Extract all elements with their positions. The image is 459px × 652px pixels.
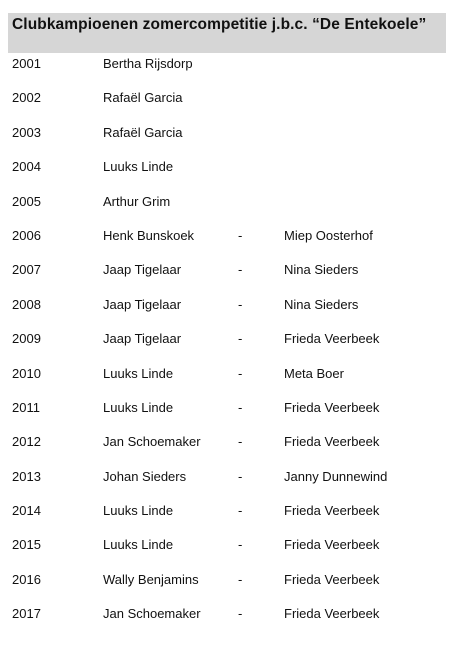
list-item	[0, 323, 459, 357]
year-cell: 2011	[12, 399, 40, 415]
second-champion-cell: Meta Boer	[284, 365, 344, 381]
second-champion-cell: Frieda Veerbeek	[284, 399, 380, 415]
year-cell: 2003	[12, 124, 41, 140]
separator-cell: -	[238, 571, 243, 587]
champion-cell: Jaap Tigelaar	[103, 262, 182, 278]
second-champion-cell: Nina Sieders	[284, 296, 359, 312]
champion-cell: Luuks Linde	[103, 503, 174, 519]
second-champion-cell: Nina Sieders	[284, 262, 359, 278]
champion-cell: Jaap Tigelaar	[103, 296, 182, 312]
list-item	[0, 358, 459, 392]
year-cell: 2002	[12, 90, 41, 106]
list-item	[0, 426, 459, 460]
list-item	[0, 564, 459, 598]
champion-cell: Rafaël Garcia	[103, 124, 183, 140]
second-champion-cell: Miep Oosterhof	[284, 227, 373, 243]
second-champion-cell: Frieda Veerbeek	[284, 571, 380, 587]
champion-cell: Bertha Rijsdorp	[103, 56, 193, 71]
year-cell: 2014	[12, 503, 41, 519]
year-cell: 2008	[12, 296, 41, 312]
champions-list	[0, 48, 459, 633]
second-champion-cell: Janny Dunnewind	[284, 468, 388, 484]
separator-cell: -	[238, 296, 243, 312]
list-item	[0, 529, 459, 563]
list-item	[0, 82, 459, 116]
year-cell: 2009	[12, 331, 41, 347]
list-item	[0, 392, 459, 426]
champion-cell: Jan Schoemaker	[103, 434, 201, 450]
champion-cell: Jan Schoemaker	[103, 606, 201, 622]
year-cell: 2001	[12, 56, 41, 71]
champion-cell: Luuks Linde	[103, 365, 174, 381]
separator-cell: -	[238, 468, 243, 484]
year-cell: 2015	[12, 537, 41, 553]
second-champion-cell: Frieda Veerbeek	[284, 331, 380, 347]
separator-cell: -	[238, 399, 243, 415]
list-item	[0, 598, 459, 632]
second-champion-cell: Frieda Veerbeek	[284, 606, 380, 622]
page-title: Clubkampioenen zomercompetitie j.b.c. “De Entekoele”	[12, 16, 427, 33]
year-cell: 2012	[12, 434, 41, 450]
separator-cell: -	[238, 537, 243, 553]
second-champion-cell: Frieda Veerbeek	[284, 503, 380, 519]
year-cell: 2016	[12, 571, 41, 587]
list-item	[0, 151, 459, 185]
second-champion-cell: Frieda Veerbeek	[284, 537, 380, 553]
title-bar	[8, 13, 446, 53]
list-item	[0, 254, 459, 288]
list-item	[0, 117, 459, 151]
champion-cell: Luuks Linde	[103, 399, 174, 415]
year-cell: 2007	[12, 262, 41, 278]
list-item	[0, 48, 459, 82]
separator-cell: -	[238, 606, 243, 622]
second-champion-cell: Frieda Veerbeek	[284, 434, 380, 450]
list-item	[0, 289, 459, 323]
year-cell: 2005	[12, 193, 41, 209]
year-cell: 2004	[12, 159, 41, 175]
list-item	[0, 186, 459, 220]
champion-cell: Johan Sieders	[103, 468, 187, 484]
list-item	[0, 461, 459, 495]
separator-cell: -	[238, 503, 243, 519]
champion-cell: Rafaël Garcia	[103, 90, 183, 106]
list-item	[0, 495, 459, 529]
year-cell: 2017	[12, 606, 41, 622]
separator-cell: -	[238, 365, 243, 381]
champion-cell: Wally Benjamins	[103, 571, 199, 587]
champion-cell: Henk Bunskoek	[103, 227, 195, 243]
year-cell: 2006	[12, 227, 41, 243]
year-cell: 2010	[12, 365, 41, 381]
year-cell: 2013	[12, 468, 41, 484]
separator-cell: -	[238, 227, 243, 243]
separator-cell: -	[238, 262, 243, 278]
champion-cell: Luuks Linde	[103, 159, 174, 175]
champion-cell: Luuks Linde	[103, 537, 174, 553]
separator-cell: -	[238, 434, 243, 450]
list-item	[0, 220, 459, 254]
separator-cell: -	[238, 331, 243, 347]
champion-cell: Arthur Grim	[103, 193, 171, 209]
champion-cell: Jaap Tigelaar	[103, 331, 182, 347]
